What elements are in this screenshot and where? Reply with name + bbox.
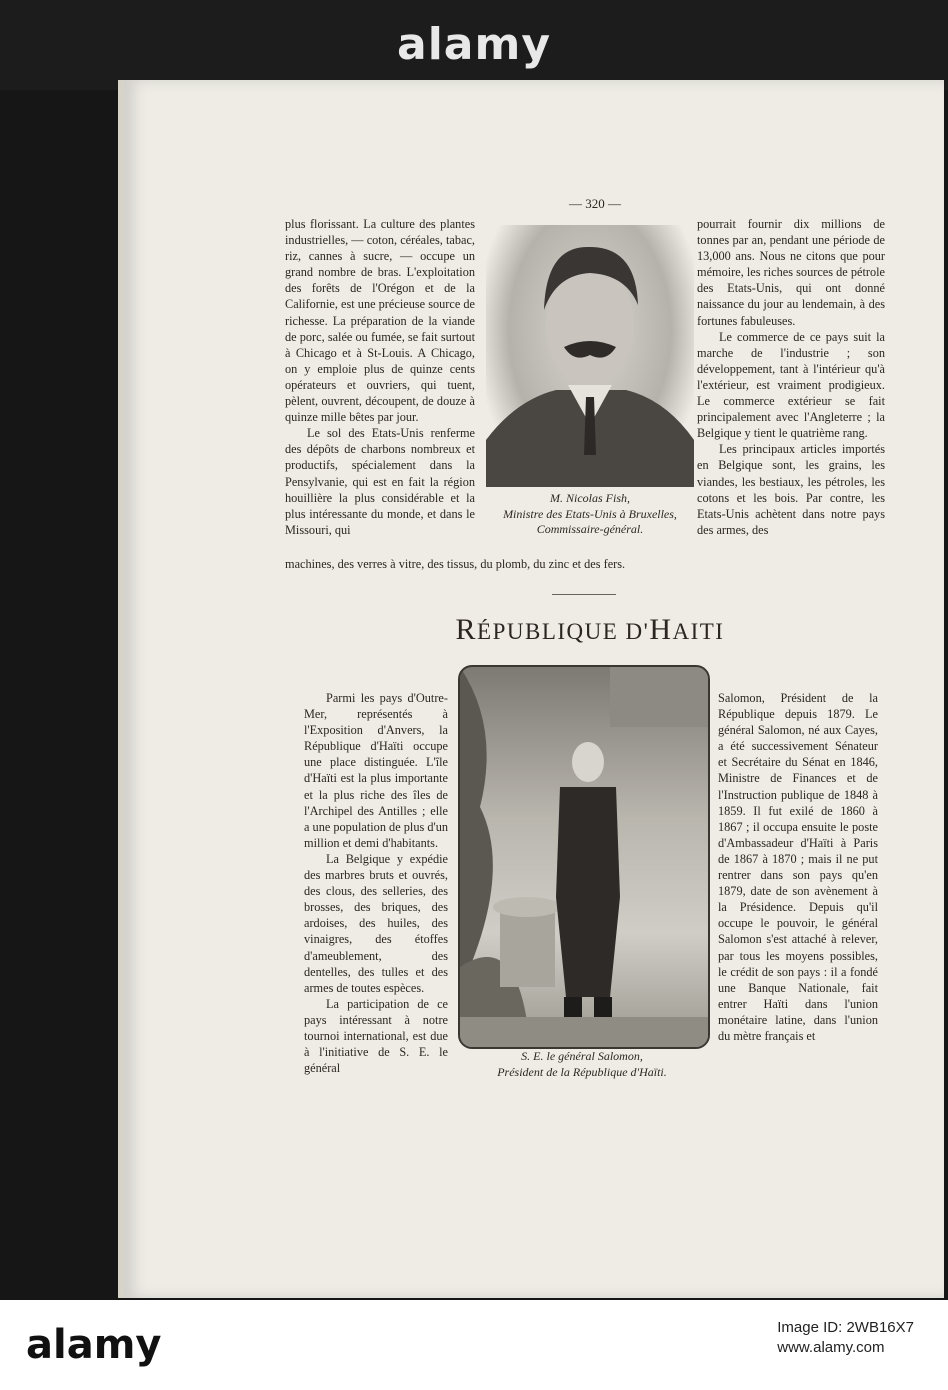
- paragraph: Parmi les pays d'Outre-Mer, représentés à l'Exposition d'Anvers, la République d'Haïti occupe une place distinguée. L'île d'Haïti est la plus importante et la plus riche des îles de l'Archipel des Antilles ; elle a une population de plus d'un million et demi d'habitants.: [304, 691, 448, 850]
- image-id: Image ID: 2WB16X7: [777, 1319, 914, 1336]
- paragraph: Le sol des Etats-Unis renferme des dépôts de charbons nombreux et productifs, spécialement dans la Pensylvanie, qui est en fait la région houillière la plus considérable et la plus intéressante du monde, et dans le Missouri, qui: [285, 426, 475, 537]
- watermark-logo: alamy: [26, 1322, 162, 1368]
- paragraph: La participation de ce pays intéressant à notre tournoi international, est due à l'initiative de S. E. le général: [304, 996, 448, 1076]
- left-column-top: [285, 216, 475, 538]
- caption-line: S. E. le général Salomon,: [521, 1049, 643, 1063]
- watermark-text: alamy: [397, 19, 551, 70]
- title-smallcaps: ÉPUBLIQUE D': [477, 619, 650, 644]
- portrait-nicolas-fish: [486, 225, 694, 487]
- full-width-line: [285, 556, 705, 572]
- site-url: www.alamy.com: [777, 1339, 885, 1356]
- right-column-top: [697, 216, 885, 538]
- page-number: — 320 —: [569, 196, 621, 211]
- watermark-top: [0, 0, 948, 90]
- paragraph: Les principaux articles importés en Belgique sont, les grains, les viandes, les bestiaux, les pétroles, les cotons et les bois. Par contre, les Etats-Unis achètent dans notre pays des armes, des: [697, 442, 885, 537]
- portrait-general-salomon: [458, 665, 710, 1049]
- paragraph: plus florissant. La culture des plantes industrielles, — coton, céréales, tabac, riz, cannes à sucre, — occupe un grand nombre de bras. L'exploitation des forêts de l'Orégon et de la Californie, est une précieuse source de richesse. La préparation de la viande de porc, salée ou fumée, se fait surtout à Chicago et à St-Louis. A Chicago, on y emploie plus de quinze cents opérateurs et ouvriers, qui tuent, pèlent, ouvrent, découpent, de douze à quinze mille bêtes par jour.: [285, 217, 475, 425]
- watermark-meta: [777, 1318, 914, 1358]
- paragraph: machines, des verres à vitre, des tissus, du plomb, du zinc et des fers.: [285, 557, 626, 571]
- section-divider: [552, 594, 616, 595]
- portrait-caption: [478, 491, 702, 538]
- caption-line: Président de la République d'Haïti.: [497, 1064, 667, 1079]
- left-column-bottom: [304, 690, 448, 1076]
- caption-line: Commissaire-général.: [536, 522, 644, 536]
- title-cap: H: [649, 613, 673, 646]
- right-column-bottom: [718, 690, 878, 1044]
- caption-line: M. Nicolas Fish,: [550, 491, 630, 505]
- paragraph: La Belgique y expédie des marbres bruts et ouvrés, des clous, des selleries, des brosses, des briques, des ardoises, des huiles, des vinaigres, des étoffes d'ameublement, des dentelles, des tulles et des armes de toutes espèces.: [304, 851, 448, 995]
- plate-caption: [456, 1049, 708, 1080]
- section-title: [440, 613, 740, 647]
- watermark-bottom: [0, 1300, 948, 1390]
- paragraph: Le commerce de ce pays suit la marche de l'industrie ; son développement, tant à l'intérieur qu'à l'extérieur, est vraiment prodigieux. Le commerce extérieur se fait principalement avec l'Angleterre ; la Belgique y tient le quatrième rang.: [697, 329, 885, 441]
- paragraph: Salomon, Président de la République depuis 1879. Le général Salomon, né aux Cayes, a été successivement Sénateur et Secrétaire du Sénat en 1846, Ministre de Finances et de l'Instruction publique de 1848 à 1859. Il fut exilé de 1860 à 1867 ; il occupa ensuite le poste d'Ambassadeur d'Haïti à Paris de 1867 à 1870 ; mais il ne put rentrer dans son pays qu'en 1879, date de son avènement à la Présidence. Depuis qu'il occupe le pouvoir, le général Salomon s'est attaché à relever, par tous les moyens possibles, le crédit de son pays : il a fondé une Banque Nationale, fait entrer Haïti dans l'union monétaire latine, dans l'union du mètre français et: [718, 691, 878, 1043]
- paragraph: pourrait fournir dix millions de tonnes par an, pendant une période de 13,000 ans. Nous ne citons que pour mémoire, les riches sources de pétrole des Etats-Unis, qui ont donné naissance du jour au lendemain, à des fortunes fabuleuses.: [697, 217, 885, 328]
- title-smallcaps: AITI: [672, 619, 725, 644]
- title-cap: R: [455, 613, 478, 646]
- caption-line: Ministre des Etats-Unis à Bruxelles,: [503, 506, 677, 521]
- plate-illustration: [460, 667, 708, 1047]
- portrait-illustration: [486, 225, 694, 487]
